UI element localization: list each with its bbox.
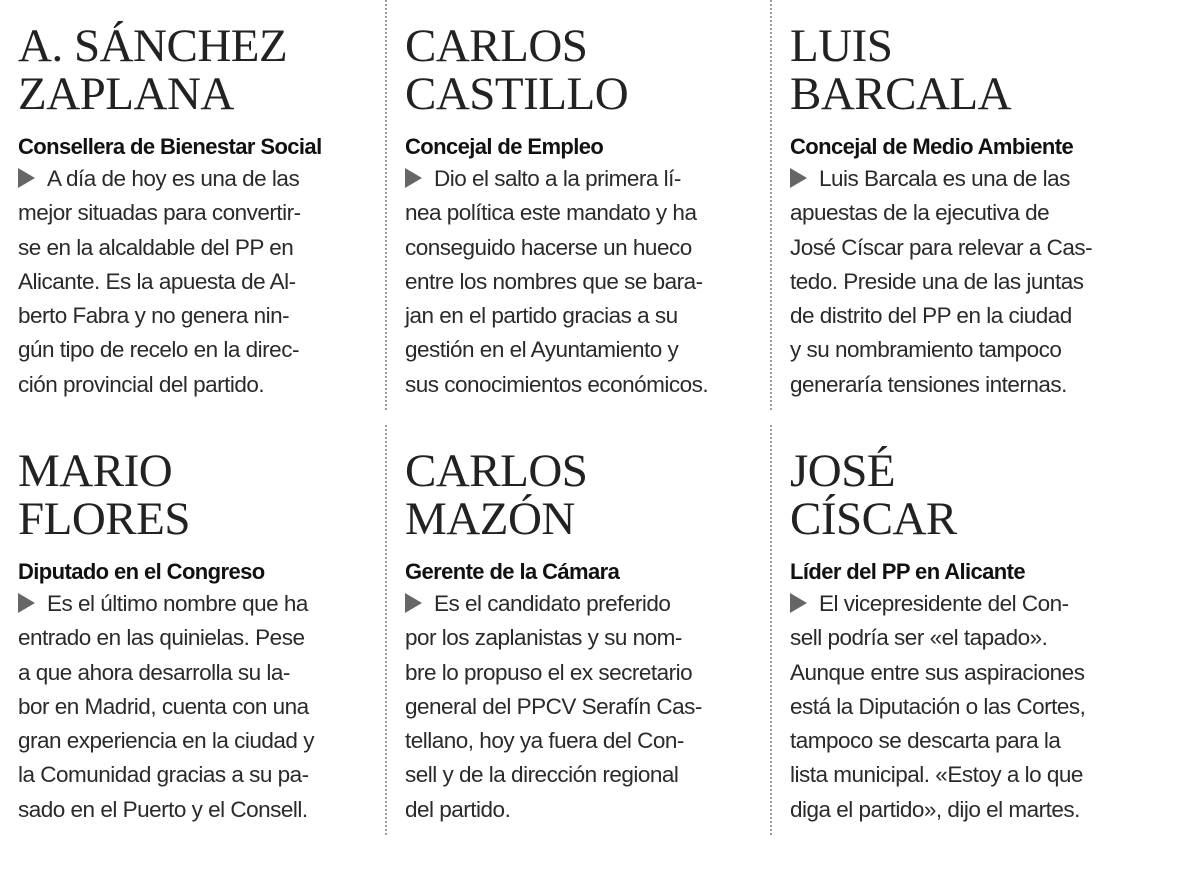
body-line <box>405 690 770 724</box>
profile-name-line: MARIO <box>18 445 173 497</box>
body-text: por los zaplanistas y su nom- <box>405 625 682 651</box>
body-line <box>405 265 770 299</box>
profile-body <box>405 587 770 827</box>
body-text: general del PPCV Serafín Cas- <box>405 693 702 719</box>
body-text: de distrito del PP en la ciudad <box>790 303 1072 329</box>
profile-name-line: CASTILLO <box>405 68 629 120</box>
profile-role: Gerente de la Cámara <box>405 559 620 584</box>
body-text: diga el partido», dijo el martes. <box>790 796 1080 822</box>
body-line <box>790 265 1155 299</box>
body-text: a que ahora desarrolla su la- <box>18 659 290 685</box>
profile-body <box>790 587 1155 827</box>
body-line <box>18 231 383 265</box>
triangle-bullet-icon <box>405 168 422 188</box>
profile-role: Diputado en el Congreso <box>18 559 265 584</box>
body-text: se en la alcaldable del PP en <box>18 234 294 260</box>
body-line <box>790 196 1155 230</box>
profile-name-line: A. SÁNCHEZ <box>18 20 288 72</box>
body-text: gran experiencia en la ciudad y <box>18 728 314 754</box>
body-line <box>405 793 770 827</box>
body-text: mejor situadas para convertir- <box>18 200 301 226</box>
body-text: berto Fabra y no genera nin- <box>18 303 290 329</box>
body-text: del partido. <box>405 796 511 822</box>
body-line <box>405 162 770 196</box>
body-line <box>405 299 770 333</box>
body-text: Alicante. Es la apuesta de Al- <box>18 268 296 294</box>
profile-card <box>405 447 770 827</box>
body-text: bre lo propuso el ex secretario <box>405 659 693 685</box>
profile-name <box>18 447 383 543</box>
profile-name-line: JOSÉ <box>790 445 896 497</box>
body-text: A día de hoy es una de las <box>47 166 300 191</box>
body-text: El vicepresidente del Con- <box>819 591 1069 616</box>
body-line <box>18 299 383 333</box>
triangle-bullet-icon <box>18 168 35 188</box>
profile-name-line: LUIS <box>790 20 893 72</box>
profile-role: Líder del PP en Alicante <box>790 559 1026 584</box>
profile-card <box>18 447 383 827</box>
profile-role: Concejal de Medio Ambiente <box>790 134 1074 159</box>
profile-name <box>790 22 1155 118</box>
profile-name-line: CARLOS <box>405 20 588 72</box>
body-text: y su nombramiento tampoco <box>790 337 1062 363</box>
body-text: tampoco se descarta para la <box>790 728 1061 754</box>
body-line <box>18 690 383 724</box>
body-text: apuestas de la ejecutiva de <box>790 200 1050 226</box>
profile-name <box>790 447 1155 543</box>
body-text: ción provincial del partido. <box>18 371 265 397</box>
body-text: jan en el partido gracias a su <box>405 303 678 329</box>
body-text: Luis Barcala es una de las <box>819 166 1070 191</box>
body-line <box>405 231 770 265</box>
body-text: entre los nombres que se bara- <box>405 268 703 294</box>
profile-name-line: BARCALA <box>790 68 1012 120</box>
column-divider <box>385 425 387 835</box>
body-line <box>790 368 1155 402</box>
profile-name-line: CÍSCAR <box>790 493 957 545</box>
profile-card <box>18 22 383 402</box>
body-text: está la Diputación o las Cortes, <box>790 693 1086 719</box>
body-line <box>790 793 1155 827</box>
triangle-bullet-icon <box>790 168 807 188</box>
body-line <box>18 368 383 402</box>
triangle-bullet-icon <box>18 593 35 613</box>
body-line <box>18 621 383 655</box>
body-text: sado en el Puerto y el Consell. <box>18 796 308 822</box>
body-text: sell y de la dirección regional <box>405 762 679 788</box>
body-text: sell podría ser «el tapado». <box>790 625 1048 651</box>
body-line <box>790 621 1155 655</box>
body-line <box>405 758 770 792</box>
profile-body <box>405 162 770 402</box>
body-text: lista municipal. «Estoy a lo que <box>790 762 1083 788</box>
profile-name-line: MAZÓN <box>405 493 575 545</box>
body-text: Dio el salto a la primera lí- <box>434 166 681 191</box>
body-line <box>18 196 383 230</box>
body-line <box>405 196 770 230</box>
column-divider <box>770 425 772 835</box>
triangle-bullet-icon <box>790 593 807 613</box>
body-text: Es el candidato preferido <box>434 591 671 616</box>
body-text: gestión en el Ayuntamiento y <box>405 337 679 363</box>
profile-body <box>18 587 383 827</box>
body-text: conseguido hacerse un hueco <box>405 234 692 260</box>
body-text: sus conocimientos económicos. <box>405 371 709 397</box>
body-line <box>790 162 1155 196</box>
body-line <box>18 162 383 196</box>
body-line <box>790 656 1155 690</box>
body-text: Aunque entre sus aspiraciones <box>790 659 1085 685</box>
body-line <box>790 758 1155 792</box>
body-line <box>405 587 770 621</box>
body-line <box>790 587 1155 621</box>
body-text: entrado en las quinielas. Pese <box>18 625 305 651</box>
body-line <box>790 724 1155 758</box>
body-text: José Císcar para relevar a Cas- <box>790 234 1093 260</box>
profile-role: Consellera de Bienestar Social <box>18 134 322 159</box>
body-line <box>18 333 383 367</box>
body-line <box>790 231 1155 265</box>
body-text: tellano, hoy ya fuera del Con- <box>405 728 684 754</box>
column-divider <box>770 0 772 410</box>
body-line <box>405 656 770 690</box>
body-line <box>790 333 1155 367</box>
body-line <box>405 724 770 758</box>
body-line <box>18 587 383 621</box>
body-line <box>18 656 383 690</box>
profile-name-line: ZAPLANA <box>18 68 234 120</box>
profile-card <box>790 447 1155 827</box>
profile-card <box>405 22 770 402</box>
body-text: Es el último nombre que ha <box>47 591 308 616</box>
triangle-bullet-icon <box>405 593 422 613</box>
profile-role: Concejal de Empleo <box>405 134 604 159</box>
profile-name <box>18 22 383 118</box>
body-line <box>405 333 770 367</box>
body-line <box>790 299 1155 333</box>
body-line <box>18 793 383 827</box>
profile-body <box>790 162 1155 402</box>
body-text: bor en Madrid, cuenta con una <box>18 693 309 719</box>
body-line <box>18 265 383 299</box>
body-text: tedo. Preside una de las juntas <box>790 268 1084 294</box>
body-text: generaría tensiones internas. <box>790 371 1067 397</box>
body-text: nea política este mandato y ha <box>405 200 697 226</box>
body-text: la Comunidad gracias a su pa- <box>18 762 309 788</box>
profile-card <box>790 22 1155 402</box>
column-divider <box>385 0 387 410</box>
body-line <box>790 690 1155 724</box>
body-line <box>405 621 770 655</box>
body-line <box>405 368 770 402</box>
body-text: gún tipo de recelo en la direc- <box>18 337 299 363</box>
profile-body <box>18 162 383 402</box>
profile-name-line: CARLOS <box>405 445 588 497</box>
profile-name <box>405 447 770 543</box>
body-line <box>18 724 383 758</box>
profile-name <box>405 22 770 118</box>
body-line <box>18 758 383 792</box>
profile-name-line: FLORES <box>18 493 190 545</box>
